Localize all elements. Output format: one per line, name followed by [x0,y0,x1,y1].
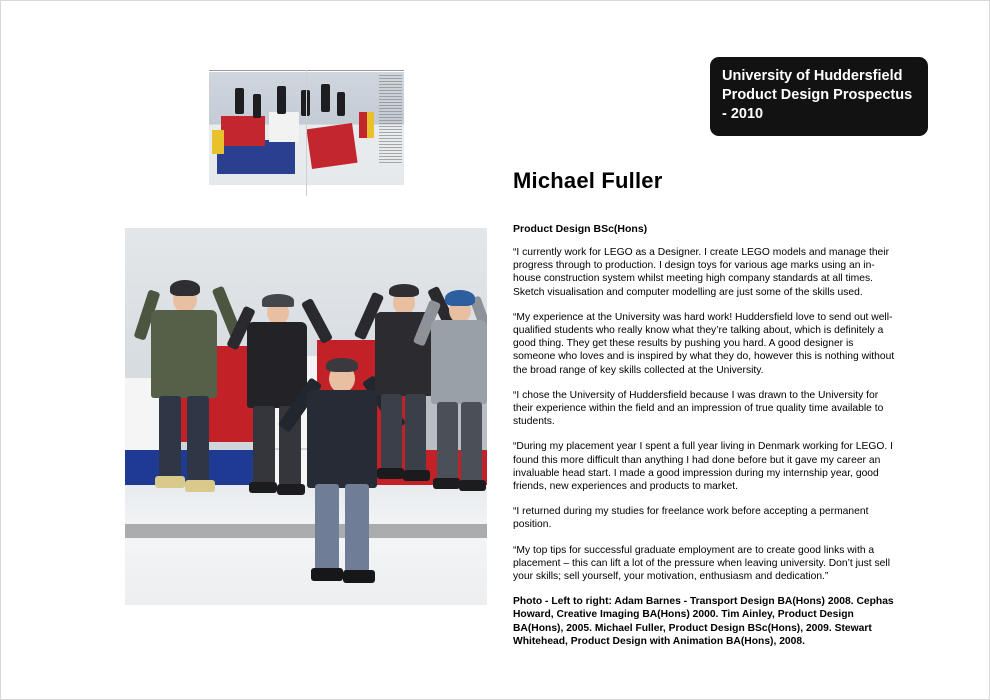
paragraph-6: “My top tips for successful graduate employment are to create good links with a placement – this can lift a lot of the pressure when leaving university. Don’t just sell your skills; sell yourself, your motivation, enthusiasm and dedication.” [513,544,890,583]
spread-figure-3 [277,86,286,114]
spread-text-column [379,75,402,181]
spread-shape-white [269,112,299,142]
paragraph-3: “I chose the University of Huddersfield because I was drawn to the University for their experience within the field and an impression of true quality time available to students. [513,389,884,428]
page-title: Michael Fuller [513,167,663,193]
spread-figure-2 [253,94,261,118]
spread-figure-5 [321,84,330,112]
spread-shape-yellow-flag [367,112,374,138]
group-jumping-photo [125,228,487,605]
spread-shape-yellow [212,130,224,154]
spread-figure-6 [337,92,345,116]
spread-figure-1 [235,88,244,114]
title-badge-line-2: Product Design Prospectus [722,87,913,103]
paragraph-2: “My experience at the University was hard work! Huddersfield love to send out well-qualified students who really know what they’re talking about, which is definitely a good thing. They get these results by pushing you hard. A good designer is someone who loves and is inspired by what they do, however this is nothing without the broad range of key skills collected at the University. [513,311,895,376]
title-badge-line-1: University of Huddersfield [722,68,903,84]
paragraph-4: “During my placement year I spent a full year living in Denmark working for LEGO. I found this more difficult than anything I had done before but it gave my career an invaluable head start. I made a good impression during my internship year, good friends, new experiences and products to market. [513,441,893,493]
prospectus-spread-thumbnail [209,63,404,196]
title-badge-line-3: - 2010 [722,106,764,122]
photo-caption: Photo - Left to right: Adam Barnes - Transport Design BA(Hons) 2008. Cephas Howard, Creative Imaging BA(Hons) 2000. Tim Ainley, Product Design BA(Hons), 2005. Michael Fuller, Product Design BSc(Hons), 2009. Stewart Whitehead, Product Design with Animation BA(Hons), 2008. [513,596,894,647]
paragraph-1: “I currently work for LEGO as a Designer. I create LEGO models and manage their progress through to production. I design toys for various age marks using an in-house construction system whilst meeting high company standards at all times. Sketch visualisation and computer modelling are just some of the skills used. [513,247,890,298]
photo-shadow-band [125,524,487,538]
paragraph-5: “I returned during my studies for freelance work before accepting a permanent position. [513,506,869,531]
course-subheading: Product Design BSc(Hons) [513,223,648,235]
spread-gutter [306,70,307,196]
spread-shape-red-right [306,123,357,169]
spread-shape-red-left [221,116,265,146]
photo-snow [125,485,487,605]
title-badge [710,57,928,136]
article-body [513,223,895,648]
